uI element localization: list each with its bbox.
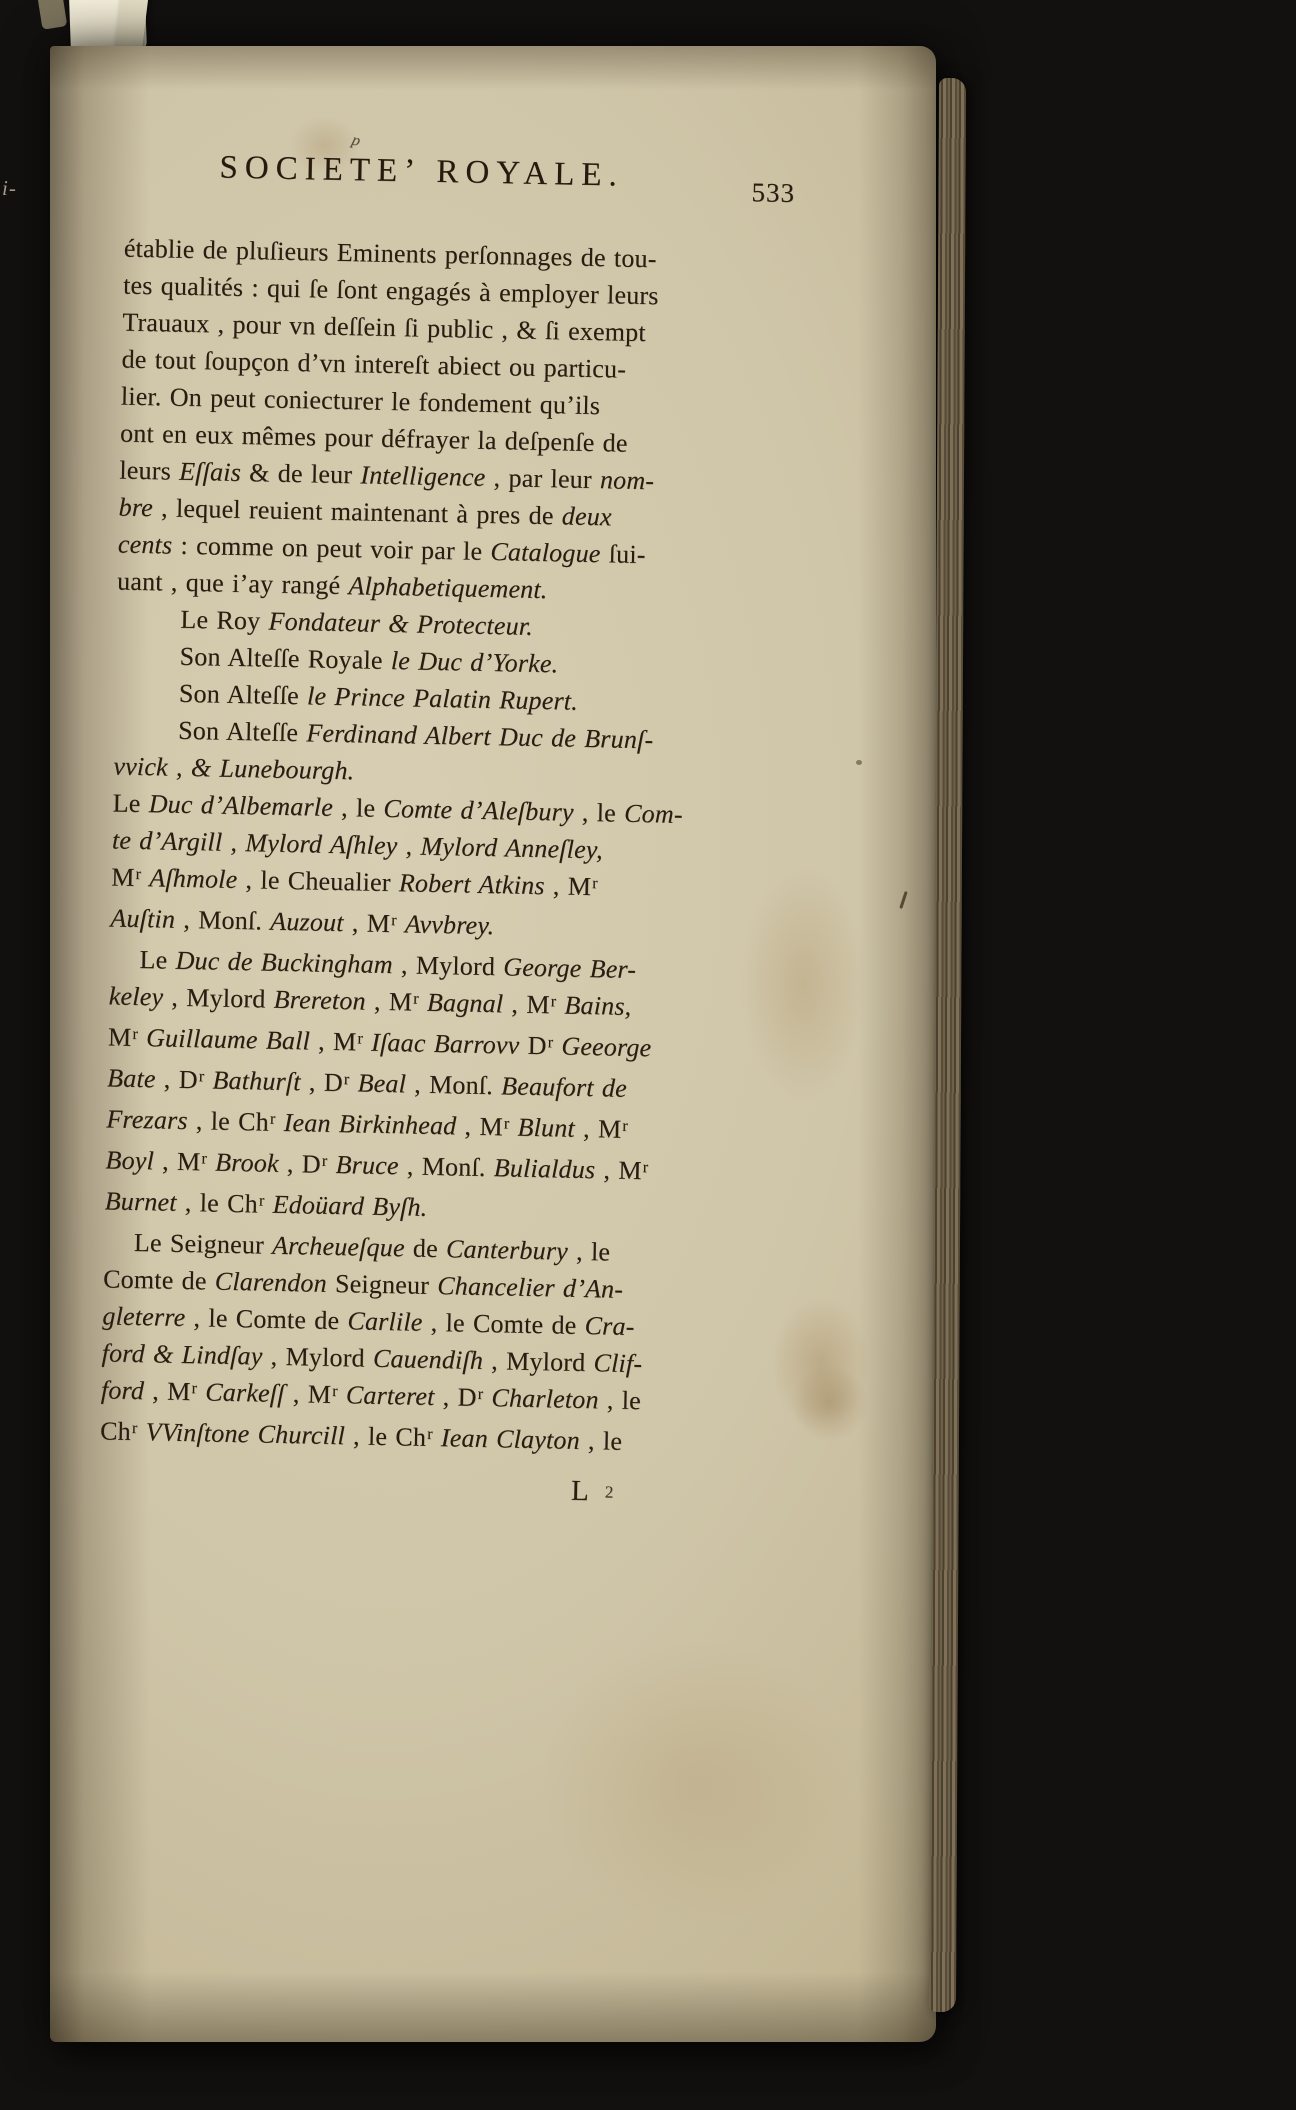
text-segment: r — [503, 1115, 510, 1133]
text-segment: Le — [112, 788, 150, 819]
text-segment: vvick , & Lunebourgh. — [113, 751, 355, 786]
text-segment: Boyl — [105, 1145, 155, 1176]
text-segment: Cra- — [584, 1311, 635, 1342]
text-segment: , M — [343, 908, 391, 939]
text-segment: établie de pluſieurs Eminents perſonnages de tou- — [123, 233, 657, 274]
text-segment: D — [519, 1030, 547, 1061]
text-segment: Alphabetiquement. — [348, 571, 548, 605]
text-segment: le Prince Palatin Rupert. — [306, 681, 579, 716]
text-segment: r — [258, 1192, 265, 1210]
text-segment: Brereton — [273, 984, 367, 1016]
text-segment: r — [201, 1150, 208, 1168]
paragraph — [117, 230, 788, 613]
text-segment: George Ber- — [502, 952, 637, 985]
text-segment: Le Seigneur — [133, 1227, 273, 1260]
running-title: SOCIETE’ ROYALE. — [219, 149, 625, 194]
gutter-text-fragment: i- — [2, 176, 17, 200]
text-segment: , Monſ. — [405, 1069, 502, 1101]
text-segment: ford & Lindſay — [101, 1338, 263, 1371]
text-segment: Intelligence — [360, 460, 486, 492]
text-segment: Bate — [106, 1063, 156, 1094]
text-segment: ſui- — [600, 539, 646, 570]
text-segment: Carteret — [345, 1380, 435, 1412]
text-segment: Beal — [357, 1068, 407, 1099]
text-segment: , le Comte de — [422, 1307, 585, 1341]
text-segment: , M — [502, 989, 550, 1020]
text-segment: te d’Argill , Mylord Aſhley , Mylord Anneſley, — [111, 825, 604, 865]
text-segment: , Mylord — [262, 1341, 374, 1373]
text-segment: cents — [117, 529, 173, 560]
paragraph — [104, 940, 774, 1236]
text-segment: , M — [595, 1155, 642, 1186]
text-segment: Archeueſque — [271, 1230, 406, 1263]
text-segment: Auzout — [270, 906, 345, 938]
text-segment: r — [622, 1117, 629, 1136]
signature-line — [99, 1463, 764, 1516]
text-segment: , Monſ. — [174, 904, 271, 936]
text-segment: Duc de Buckingham — [175, 945, 394, 980]
text-segment: , Mylord — [392, 950, 504, 982]
text-segment: Ferdinand Albert Duc de Brunſ- — [306, 718, 654, 755]
paragraph — [113, 600, 781, 798]
text-segment: leurs — [119, 455, 180, 486]
text-segment: r — [413, 990, 420, 1008]
text-segment: r — [477, 1386, 484, 1404]
text-segment: le Duc d’Yorke. — [390, 646, 559, 679]
text-segment: Com- — [623, 798, 684, 829]
text-segment: , M — [143, 1376, 191, 1407]
text-segment: Auſtin — [110, 903, 176, 934]
text-segment: Beaufort de — [500, 1071, 628, 1103]
text-segment: , M — [544, 871, 592, 902]
text-segment: , le Ch — [176, 1187, 259, 1219]
text-segment: Bagnal — [426, 987, 504, 1019]
text-segment: de — [404, 1233, 447, 1264]
text-segment: r — [592, 875, 598, 893]
text-segment: , M — [284, 1379, 332, 1409]
text-segment: de tout ſoupçon d’vn intereſt abiect ou particu- — [121, 344, 627, 384]
text-segment: r — [331, 1383, 338, 1401]
text-segment: Bathurſt — [212, 1065, 302, 1097]
text-segment: , Mylord — [482, 1346, 594, 1378]
text-segment: , le — [598, 1385, 642, 1416]
text-segment: Catalogue — [490, 536, 601, 569]
text-segment: Cauendiſh — [372, 1343, 484, 1376]
text-segment: Le — [139, 945, 176, 975]
text-segment: , M — [309, 1026, 357, 1057]
text-segment: r — [132, 1026, 139, 1044]
text-segment: Iean Birkinhead — [283, 1107, 457, 1141]
text-segment: r — [198, 1068, 205, 1086]
text-segment: r — [343, 1071, 350, 1089]
text-segment: Bruce — [335, 1150, 399, 1181]
paragraph — [100, 1223, 768, 1466]
text-segment: VVinſtone Churcill — [145, 1417, 346, 1451]
text-segment: Fondateur & Protecteur. — [268, 606, 534, 641]
paragraph — [110, 784, 777, 953]
text-segment: Duc d’Albemarle — [148, 789, 334, 822]
text-segment: r — [391, 912, 397, 930]
text-segment: , M — [365, 986, 413, 1017]
text-segment: Avvbrey. — [404, 909, 495, 941]
text-segment: ont en eux mêmes pour défrayer la deſpenſe de — [119, 418, 628, 458]
text-segment: , le Cheualier — [237, 864, 400, 898]
page-number: 533 — [751, 177, 796, 209]
text-segment: bre — [118, 492, 154, 523]
text-segment: , le — [573, 797, 625, 828]
text-segment: , D — [300, 1067, 344, 1098]
text-segment: lier. On peut coniecturer le fondement qu’ils — [120, 381, 601, 421]
text-segment: , le — [567, 1236, 611, 1267]
text-segment: Trauaux , pour vn deſſein ſi public , & ſi exempt — [122, 307, 647, 348]
text-segment: uant , que i’ay rangé — [116, 566, 349, 601]
text-segment: r — [131, 1420, 138, 1438]
ink-speck-dot — [856, 760, 862, 765]
page-text — [99, 131, 796, 1517]
text-segment: Bains, — [564, 990, 632, 1021]
text-segment: Carkeſſ — [205, 1377, 285, 1409]
text-segment: , le Ch — [187, 1106, 270, 1137]
text-segment: , D — [434, 1382, 477, 1412]
text-segment: & de leur — [240, 457, 361, 490]
text-segment: r — [135, 866, 142, 884]
text-segment: Le Roy — [180, 604, 269, 636]
text-segment: Eſſais — [178, 456, 242, 487]
text-segment: Geeorge — [561, 1031, 652, 1063]
text-lines — [100, 230, 788, 1467]
text-segment: Brook — [214, 1147, 280, 1178]
signature-letter: L — [570, 1474, 590, 1508]
text-segment: Bulialdus — [493, 1153, 596, 1185]
text-segment: Guillaume Ball — [145, 1023, 311, 1056]
text-segment: r — [547, 1034, 554, 1052]
binding-strip-small — [38, 0, 68, 30]
text-segment: r — [642, 1159, 649, 1177]
text-segment: Iſaac Barrovv — [370, 1027, 520, 1060]
ink-offset-mark: p — [349, 131, 363, 150]
text-segment: gleterre — [102, 1301, 186, 1333]
text-segment: r — [191, 1380, 198, 1398]
text-segment: , par leur — [485, 462, 601, 495]
text-segment: M — [110, 862, 135, 892]
text-segment: M — [107, 1022, 132, 1052]
book-page — [50, 46, 936, 2042]
text-segment: Burnet — [104, 1186, 177, 1217]
text-segment: Iean Clayton — [440, 1423, 581, 1455]
text-segment: : comme on peut voir par le — [172, 530, 491, 566]
text-segment: Canterbury — [445, 1234, 569, 1266]
text-segment: Comte de — [102, 1264, 216, 1296]
text-segment: Frezars — [106, 1104, 189, 1136]
text-segment: deux — [561, 501, 612, 532]
text-segment: Ch — [99, 1416, 132, 1446]
text-segment: Blunt — [517, 1112, 576, 1143]
text-segment: Robert Atkins — [398, 868, 546, 901]
text-segment: r — [321, 1152, 328, 1171]
signature-mark: 2 — [604, 1482, 614, 1502]
text-segment: , lequel reuient maintenant à pres de — [152, 493, 563, 531]
text-segment: Carlile — [347, 1306, 423, 1337]
text-segment: , le — [579, 1425, 623, 1456]
text-segment: , M — [456, 1111, 504, 1142]
text-segment: , D — [155, 1064, 199, 1095]
text-segment: Aſhmole — [149, 863, 238, 894]
text-segment: r — [550, 993, 557, 1011]
text-segment: , le Ch — [344, 1421, 427, 1452]
text-segment: , M — [153, 1146, 201, 1177]
text-segment: Edoüard Byſh. — [272, 1189, 428, 1222]
text-segment: Seigneur — [326, 1268, 438, 1301]
text-segment: ford — [100, 1375, 145, 1406]
text-segment: , Mylord — [162, 982, 275, 1014]
text-segment: r — [269, 1110, 276, 1129]
text-segment: Chancelier d’An- — [436, 1271, 624, 1304]
text-segment: keley — [108, 981, 164, 1012]
text-segment: Charleton — [491, 1383, 599, 1415]
text-segment: , M — [574, 1113, 622, 1144]
text-segment: , le — [332, 792, 384, 823]
text-segment: Clif- — [593, 1348, 643, 1379]
text-segment: tes qualités : qui ſe ſont engagés à employer leurs — [122, 270, 659, 311]
text-segment: , Monſ. — [398, 1151, 495, 1183]
text-segment: Son Alteſſe Royale — [179, 641, 392, 676]
text-segment: , D — [278, 1148, 322, 1179]
text-segment: Clarendon — [214, 1266, 328, 1298]
text-segment: Comte d’Aleſbury — [383, 793, 574, 827]
text-segment: , le Comte de — [185, 1303, 348, 1336]
page-header — [124, 131, 796, 243]
text-segment: nom- — [599, 465, 655, 496]
text-segment: r — [357, 1030, 364, 1048]
text-segment: Son Alteſſe — [178, 678, 308, 711]
text-segment: r — [427, 1426, 433, 1444]
text-segment: Son Alteſſe — [177, 715, 307, 748]
